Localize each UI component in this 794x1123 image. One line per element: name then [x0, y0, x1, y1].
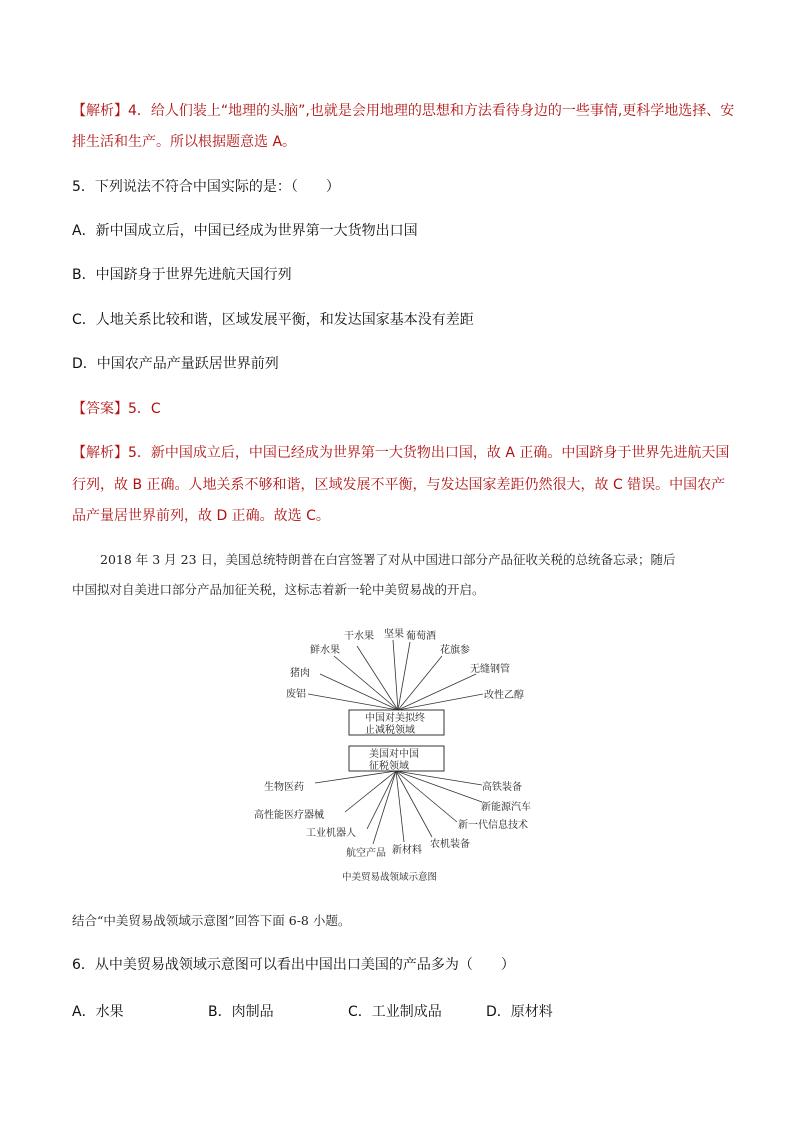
line-steel-pipe [398, 674, 476, 710]
question-5-option-d: D．中国农产品产量跃居世界前列 [72, 356, 279, 372]
label-biomedicine: 生物医药 [264, 782, 304, 793]
answer-5-text: 5．C [128, 401, 161, 417]
line-aerospace [373, 771, 396, 844]
china-box-line-1: 中国对美拟终 [365, 713, 425, 724]
line-ethanol [398, 694, 483, 710]
line-high-speed-rail [396, 771, 482, 785]
label-ethanol: 改性乙醇 [484, 690, 524, 701]
trade-war-diagram [250, 622, 550, 890]
passage-line-1: 2018 年 3 月 23 日，美国总统特朗普在白宫签署了对从中国进口部分产品征收关税的总统备忘录；随后 [100, 552, 676, 567]
label-info-tech: 新一代信息技术 [458, 820, 528, 831]
answer-tag: 【答案】 [72, 401, 128, 417]
line-ginseng [398, 656, 442, 710]
label-pork: 猪肉 [290, 668, 310, 679]
question-6-option-b: B．肉制品 [208, 1004, 274, 1020]
line-fresh-fruit [334, 656, 398, 710]
label-wine: 葡萄酒 [406, 631, 436, 642]
china-box-line-2: 止减税领域 [365, 725, 415, 736]
label-new-materials: 新材料 [392, 845, 422, 856]
analysis-4-text-1: 4．给人们装上“地理的头脑”,也就是会用地理的思想和方法看待身边的一些事情,更科学地选择、安 [128, 103, 735, 119]
label-robots: 工业机器人 [306, 828, 356, 839]
question-5-stem: 5．下列说法不符合中国实际的是：（ ） [72, 179, 340, 195]
analysis-4-line-1 [72, 102, 734, 120]
analysis-5-line-1 [72, 444, 729, 462]
analysis-tag: 【解析】 [72, 103, 128, 119]
question-6-option-a: A．水果 [72, 1004, 124, 1020]
question-6-option-c: C．工业制成品 [348, 1004, 442, 1020]
line-scrap-aluminum [308, 694, 398, 710]
analysis-5-line-3: 品产量居世界前列，故 D 正确。故选 C。 [72, 508, 330, 524]
usa-box-line-1: 美国对中国 [369, 749, 419, 760]
label-dried-fruit: 干水果 [344, 631, 374, 642]
line-nuts [393, 640, 398, 710]
analysis-4-line-2: 排生活和生产。所以根据题意选 A。 [72, 134, 297, 150]
label-ginseng: 花旗参 [440, 645, 470, 656]
line-new-energy-vehicles [396, 771, 482, 802]
label-scrap-aluminum: 废铝 [286, 689, 306, 700]
label-fresh-fruit: 鲜水果 [310, 645, 340, 656]
question-5-option-c: C．人地关系比较和谐，区域发展平衡，和发达国家基本没有差距 [72, 312, 474, 328]
question-6-option-d: D．原材料 [486, 1004, 553, 1020]
label-agri-machinery: 农机装备 [430, 839, 470, 850]
passage-line-2: 中国拟对自美进口部分产品加征关税，这标志着新一轮中美贸易战的开启。 [72, 582, 485, 597]
line-info-tech [396, 771, 457, 822]
label-new-energy-vehicles: 新能源汽车 [481, 802, 531, 813]
question-5-option-b: B．中国跻身于世界先进航天国行列 [72, 267, 292, 283]
line-wine [398, 642, 410, 710]
analysis-tag: 【解析】 [72, 445, 128, 461]
diagram-caption: 中美贸易战领域示意图 [342, 872, 438, 883]
line-new-materials [396, 771, 404, 842]
instruction: 结合“中美贸易战领域示意图”回答下面 6-8 小题。 [72, 913, 351, 928]
question-5-option-a: A．新中国成立后，中国已经成为世界第一大货物出口国 [72, 223, 418, 239]
line-agri-machinery [396, 771, 432, 837]
question-6-stem: 6．从中美贸易战领域示意图可以看出中国出口美国的产品多为（ ） [72, 957, 515, 973]
label-aerospace: 航空产品 [346, 848, 386, 859]
label-nuts: 坚果 [384, 629, 404, 640]
label-high-speed-rail: 高铁装备 [482, 782, 522, 793]
analysis-5-line-2: 行列，故 B 正确。人地关系不够和谐，区域发展不平衡，与发达国家差距仍然很大，故 C 错误。中国农产 [72, 477, 726, 493]
usa-box-line-2: 征税领域 [369, 761, 409, 772]
answer-5 [72, 400, 161, 418]
label-steel-pipe: 无缝钢管 [470, 664, 510, 675]
label-medical-devices: 高性能医疗器械 [254, 810, 324, 821]
line-robots [367, 771, 396, 829]
analysis-5-text-1: 5．新中国成立后，中国已经成为世界第一大货物出口国，故 A 正确。中国跻身于世界先进航天国 [128, 445, 730, 461]
